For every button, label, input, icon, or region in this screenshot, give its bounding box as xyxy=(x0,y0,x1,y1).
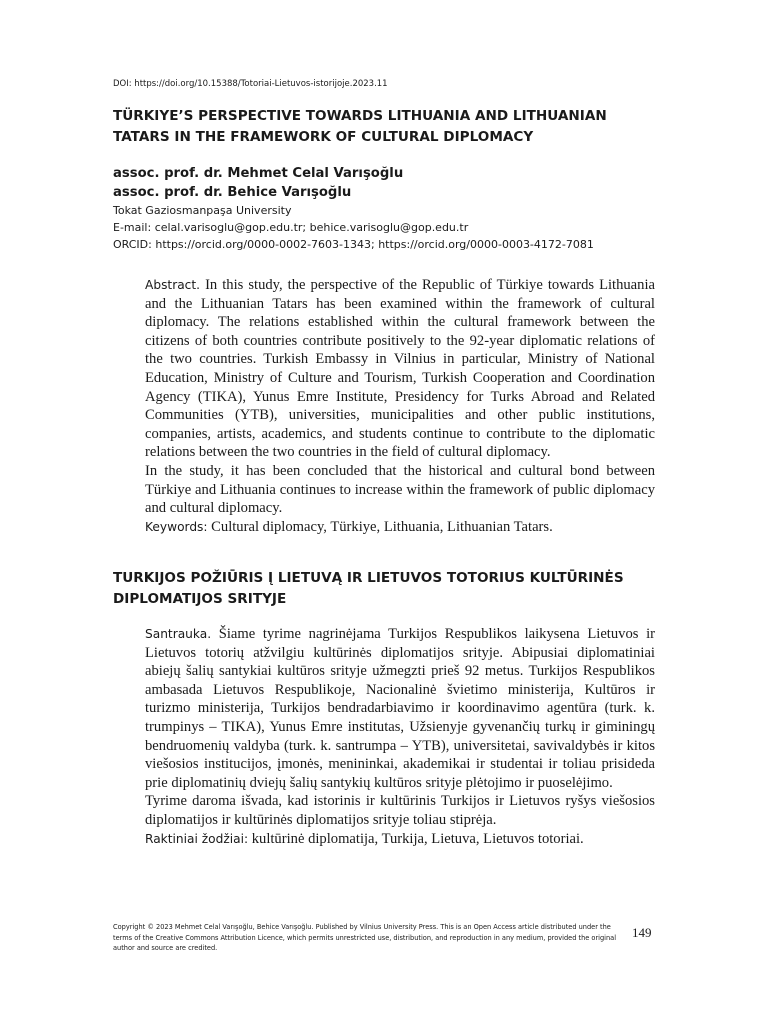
author-block xyxy=(113,164,673,253)
doi-line: DOI: https://doi.org/10.15388/Totoriai-Lietuvos-istorijoje.2023.11 xyxy=(113,79,388,89)
page-number: 149 xyxy=(632,925,652,940)
abstract-section xyxy=(145,276,655,536)
santrauka-text: Šiame tyrime nagrinėjama Turkijos Respublikos laikysena Lietuvos ir Lietuvos totorių atžvilgiu kultūrinės diplomatijos srityje. Abipusiai diplomatiniai abiejų šalių santykiai kultūros srityje užmegzti prieš 92 metus. Turkijos Respublikos ambasada Lietuvos Respublikoje, Nacionalinė švietimo ministerija, Kultūros ir turizmo ministerija, Turkijos bendradarbiavimo ir koordinavimo agentūra (turk. k. trumpinys – TIKA), Yunus Emre institutas, Užsienyje gyvenančių turkų ir giminingų bendruomenių valdyba (turk. k. santrumpa – YTB), universitetai, savivaldybės ir kitos viešosios institucijos, įmonės, menininkai, akademikai ir studentai ir toliau prisideda prie diplomatinių dviejų šalių santykių kultūros srityje plėtojimo ir puoselėjimo. xyxy=(145,626,655,791)
keywords-text: Cultural diplomacy, Türkiye, Lithuania, Lithuanian Tatars. xyxy=(207,518,553,535)
santrauka-label: Santrauka. xyxy=(145,627,212,641)
santrauka-section xyxy=(145,625,655,848)
affiliation: Tokat Gaziosmanpaşa University xyxy=(113,204,292,217)
abstract-text: In this study, the perspective of the Republic of Türkiye towards Lithuania and the Lithuanian Tatars has been examined within the framework of cultural diplomacy. The relations established within the cultural framework between the citizens of both countries contribute positively to the 92-year diplomatic relations of the two countries. Turkish Embassy in Vilnius in particular, Ministry of National Education, Ministry of Culture and Tourism, Turkish Cooperation and Coordination Agency (TIKA), Yunus Emre Institute, Presidency for Turks Abroad and Related Communities (YTB), universities, municipalities and other public institutions, companies, artists, academics, and students continue to contribute to the diplomatic relations between the two countries in the field of cultural diplomacy. xyxy=(145,277,655,461)
orcid-line: ORCID: https://orcid.org/0000-0002-7603-1343; https://orcid.org/0000-0003-4172-7081 xyxy=(113,238,594,251)
article-title: TÜRKIYE’S PERSPECTIVE TOWARDS LITHUANIA AND LITHUANIAN TATARS IN THE FRAMEWORK OF CULTURAL DIPLOMACY xyxy=(113,108,607,145)
copyright-notice: Copyright © 2023 Mehmet Celal Varışoğlu, Behice Varışoğlu. Published by Vilnius University Press. This is an Open Access article distributed under the terms of the Creative Commons Attribution Licence, which permits unrestricted use, distribution, and reproduction in any medium, provided the original author and source are credited. xyxy=(113,923,617,952)
santrauka-paragraph xyxy=(145,625,655,792)
abstract-conclusion: In the study, it has been concluded that the historical and cultural bond between Türkiye and Lithuania continues to increase within the framework of public diplomacy and cultural diplomacy. xyxy=(145,462,655,517)
keywords-line xyxy=(145,518,655,537)
keywords-label: Keywords: xyxy=(145,519,208,534)
abstract-paragraph xyxy=(145,276,655,462)
santrauka-conclusion: Tyrime daroma išvada, kad istorinis ir kultūrinis Turkijos ir Lietuvos ryšys viešosios diplomatijos ir kultūrinės diplomatijos srityje toliau stiprėja. xyxy=(145,793,655,828)
author-name: assoc. prof. dr. Behice Varışoğlu xyxy=(113,185,352,200)
author-name: assoc. prof. dr. Mehmet Celal Varışoğlu xyxy=(113,166,404,181)
abstract-label: Abstract. xyxy=(145,278,201,292)
raktiniai-text: kultūrinė diplomatija, Turkija, Lietuva, Lietuvos totoriai. xyxy=(248,830,584,847)
lithuanian-title: TURKIJOS POŽIŪRIS Į LIETUVĄ IR LIETUVOS TOTORIUS KULTŪRINĖS DIPLOMATIJOS SRITYJE xyxy=(113,570,624,607)
email-line: E-mail: celal.varisoglu@gop.edu.tr; behice.varisoglu@gop.edu.tr xyxy=(113,221,469,234)
raktiniai-line xyxy=(145,830,655,849)
raktiniai-label: Raktiniai žodžiai: xyxy=(145,831,249,846)
